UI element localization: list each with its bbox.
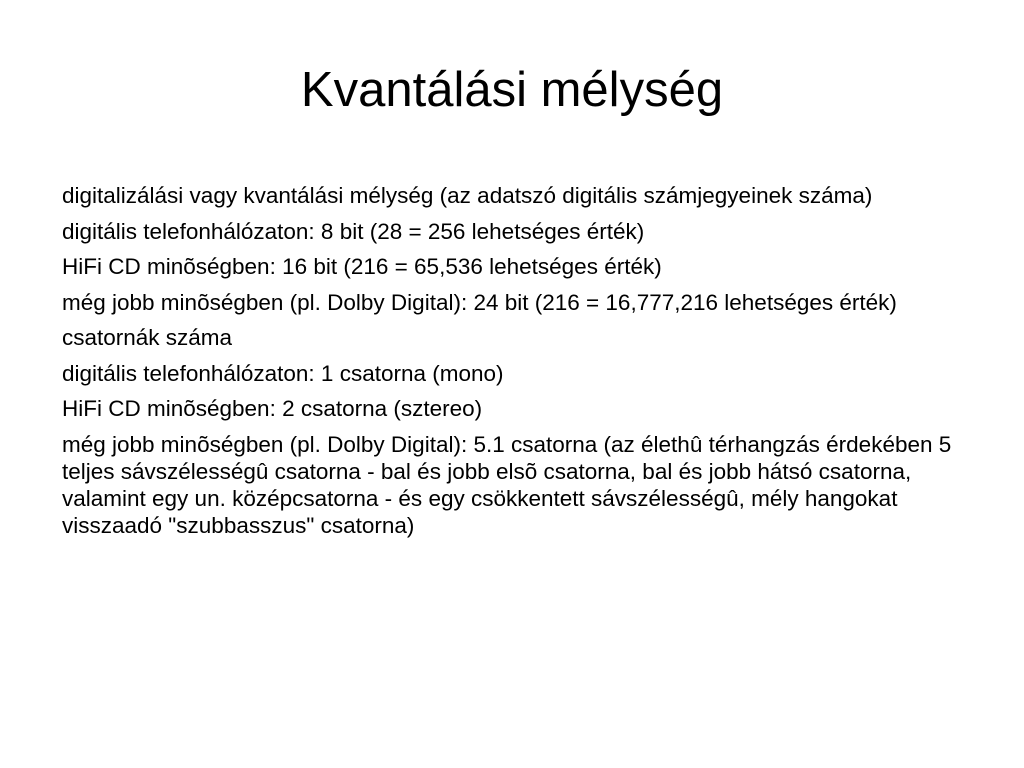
- list-item: még jobb minõségben (pl. Dolby Digital): 24 bit (216 = 16,777,216 lehetséges érték): [62, 289, 897, 315]
- list-item: digitális telefonhálózaton: 1 csatorna (mono): [62, 360, 504, 386]
- slide-body-list: [62, 182, 982, 547]
- slide-title: Kvantálási mélység: [300, 63, 724, 117]
- list-item: még jobb minõségben (pl. Dolby Digital): 5.1 csatorna (az élethû térhangzás érdekében 5 teljes sávszélességû csatorna - bal és jobb elsõ csatorna, bal és jobb hátsó csatorna, valamint egy un. középcsatorna - és egy csökkentett sávszélességû, mély hangokat visszaadó "szubbasszus" csatorna): [62, 431, 952, 538]
- list-item: csatornák száma: [62, 325, 233, 350]
- list-item: HiFi CD minõségben: 2 csatorna (sztereo): [62, 396, 483, 421]
- list-item: digitális telefonhálózaton: 8 bit (28 = 256 lehetséges érték): [62, 218, 645, 244]
- list-item: digitalizálási vagy kvantálási mélység (az adatszó digitális számjegyeinek száma): [62, 183, 873, 208]
- list-item: HiFi CD minõségben: 16 bit (216 = 65,536 lehetséges érték): [62, 254, 662, 279]
